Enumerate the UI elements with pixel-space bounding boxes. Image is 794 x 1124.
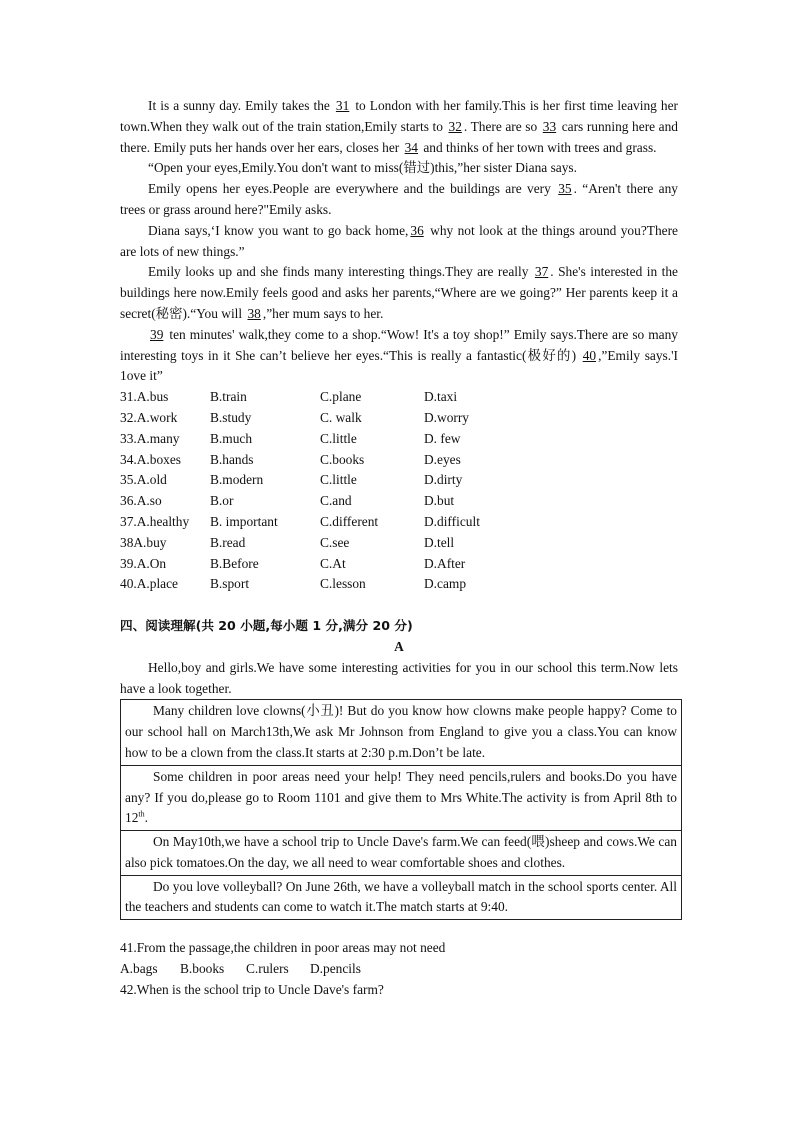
blank-33: 33 (542, 118, 557, 134)
passage-label: A (394, 638, 404, 654)
option: D.but (424, 493, 455, 509)
text: why not look at the things around you?There are lots of new things.” (120, 222, 678, 259)
option: D.taxi (424, 389, 458, 405)
option: B. important (210, 513, 278, 529)
table-row (121, 700, 682, 765)
option: B.read (210, 534, 246, 550)
option-row-36 (120, 491, 678, 512)
option: A.bags (120, 961, 158, 977)
text: Emily looks up and she finds many interesting things.They are really (148, 264, 533, 280)
activity-text: On May10th,we have a school trip to Uncle Dave's farm.We can feed(喂)sheep and cows.We can also pick tomatoes.On the day, we all need to wear comfortable shoes and clothes. (125, 834, 677, 870)
option-row-40 (120, 574, 678, 595)
option: B.or (210, 493, 234, 509)
blank-36: 36 (410, 222, 424, 238)
blank-37: 37 (534, 264, 549, 280)
option: 31.A.bus (120, 389, 169, 405)
option-row-37 (120, 512, 678, 533)
option: C.plane (320, 389, 362, 405)
option: B.hands (210, 451, 254, 467)
option: D.tell (424, 534, 455, 550)
text: It is a sunny day. Emily takes the (148, 98, 334, 113)
option-row-39 (120, 554, 678, 575)
text: ,”Emily says.'I 1ove it” (120, 347, 678, 384)
activity-cell (121, 875, 682, 920)
cloze-paragraph-1 (120, 96, 678, 158)
option: B.modern (210, 472, 264, 488)
text: Emily opens her eyes.People are everywhere and the buildings are very (148, 181, 557, 197)
text: Diana says,‘I know you want to go back home, (148, 222, 409, 238)
table-row (121, 831, 682, 876)
option: D.After (424, 555, 466, 571)
option-row-35 (120, 470, 678, 491)
blank-39: 39 (150, 326, 164, 342)
activity-cell (121, 765, 682, 830)
option: C.lesson (320, 576, 366, 592)
option: 40.A.place (120, 576, 179, 592)
option: D.camp (424, 576, 467, 592)
option: C.At (320, 555, 346, 571)
option: C.little (320, 472, 357, 488)
table-row (121, 875, 682, 920)
option: D. few (424, 430, 461, 446)
option: C.rulers (246, 961, 289, 977)
cloze-paragraph-5 (120, 262, 678, 324)
option: B.study (210, 409, 252, 425)
activities-table (120, 699, 682, 920)
text: to London with her family.This is her first time leaving her town.When they walk out of the train station,Emily starts to (120, 98, 678, 134)
option: B.Before (210, 555, 259, 571)
option: C.different (320, 513, 379, 529)
table-row (121, 765, 682, 830)
option-row-31 (120, 387, 678, 408)
blank-40: 40 (582, 347, 597, 363)
option: 38A.buy (120, 534, 167, 550)
option: D.difficult (424, 513, 480, 529)
superscript: th (138, 809, 145, 819)
option: C. walk (320, 409, 362, 425)
option: C.books (320, 451, 365, 467)
text: ten minutes' walk,they come to a shop.“Wow! It's a toy shop!” Emily says.There are so many interesting toys in it She can’t believe her eyes.“This is really a fantastic(极好的) (120, 326, 678, 363)
option-row-38 (120, 533, 678, 554)
spacer (120, 920, 678, 938)
option: D.pencils (310, 961, 361, 977)
text: cars running here and there. Emily puts her hands over her ears, closes her (120, 118, 678, 155)
cloze-paragraph-6 (120, 325, 678, 387)
option: 35.A.old (120, 472, 167, 488)
activity-text: Many children love clowns(小丑)! But do you know how clowns make people happy? Come to our school hall on March13th,We ask Mr Johnson from England to give you a class.You can know how to be a clown from the class.It starts at 2:30 p.m.Don’t be late. (125, 703, 677, 760)
option-row-34 (120, 450, 678, 471)
option: 33.A.many (120, 430, 180, 446)
blank-38: 38 (247, 305, 261, 321)
option: 34.A.boxes (120, 451, 181, 467)
blank-34: 34 (404, 139, 418, 155)
option: 36.A.so (120, 493, 162, 509)
text: Some children in poor areas need your help! They need pencils,rulers and books.Do you have any? If you do,please go to Room 1101 and give them to Mrs White.The activity is from April 8th to 12 (125, 768, 677, 826)
text: ,”her mum says to her. (262, 305, 384, 321)
cloze-paragraph-4 (120, 221, 678, 263)
activity-cell (121, 700, 682, 765)
option-row-32 (120, 408, 678, 429)
option: B.train (210, 389, 247, 405)
option: 39.A.On (120, 555, 167, 571)
option: B.much (210, 430, 253, 446)
option: C.little (320, 430, 357, 446)
blank-32: 32 (448, 118, 462, 134)
option: D.dirty (424, 472, 463, 488)
section-title: 四、阅读理解(共 20 小题,每小题 1 分,满分 20 分) (120, 618, 413, 634)
blank-35: 35 (558, 181, 572, 197)
cloze-paragraph-3 (120, 179, 678, 221)
text: . There are so (463, 118, 541, 134)
option: B.sport (210, 576, 250, 592)
activity-text: Do you love volleyball? On June 26th, we have a volleyball match in the school sports center. All the teachers and students can come to watch it.The match starts at 9:40. (125, 878, 677, 915)
text: and thinks of her town with trees and grass. (420, 139, 657, 155)
text: . (144, 810, 148, 826)
question-41-options (120, 959, 678, 980)
blank-31: 31 (335, 98, 350, 113)
cloze-options (120, 387, 678, 595)
option: 37.A.healthy (120, 513, 190, 529)
cloze-paragraph-2: “Open your eyes,Emily.You don't want to miss(错过)this,”her sister Diana says. (148, 160, 577, 176)
text: . She's interested in the buildings here now.Emily feels good and asks her parents,“Where are we going?” Her parents keep it a secret(秘密).“You will (120, 264, 678, 321)
question-41: 41.From the passage,the children in poor areas may not need (120, 940, 446, 956)
option: B.books (180, 961, 225, 977)
option: C.see (320, 534, 350, 550)
activity-text (125, 767, 677, 829)
option: D.eyes (424, 451, 461, 467)
text: . “Aren't there any trees or grass around here?"Emily asks. (120, 181, 678, 217)
passage-intro: Hello,boy and girls.We have some interesting activities for you in our school this term.Now lets have a look together. (120, 659, 678, 696)
activity-cell (121, 831, 682, 876)
option-row-33 (120, 429, 678, 450)
option: C.and (320, 493, 352, 509)
option: 32.A.work (120, 409, 178, 425)
exam-page (120, 96, 678, 1001)
option: D.worry (424, 409, 469, 425)
question-42: 42.When is the school trip to Uncle Dave's farm? (120, 981, 384, 997)
